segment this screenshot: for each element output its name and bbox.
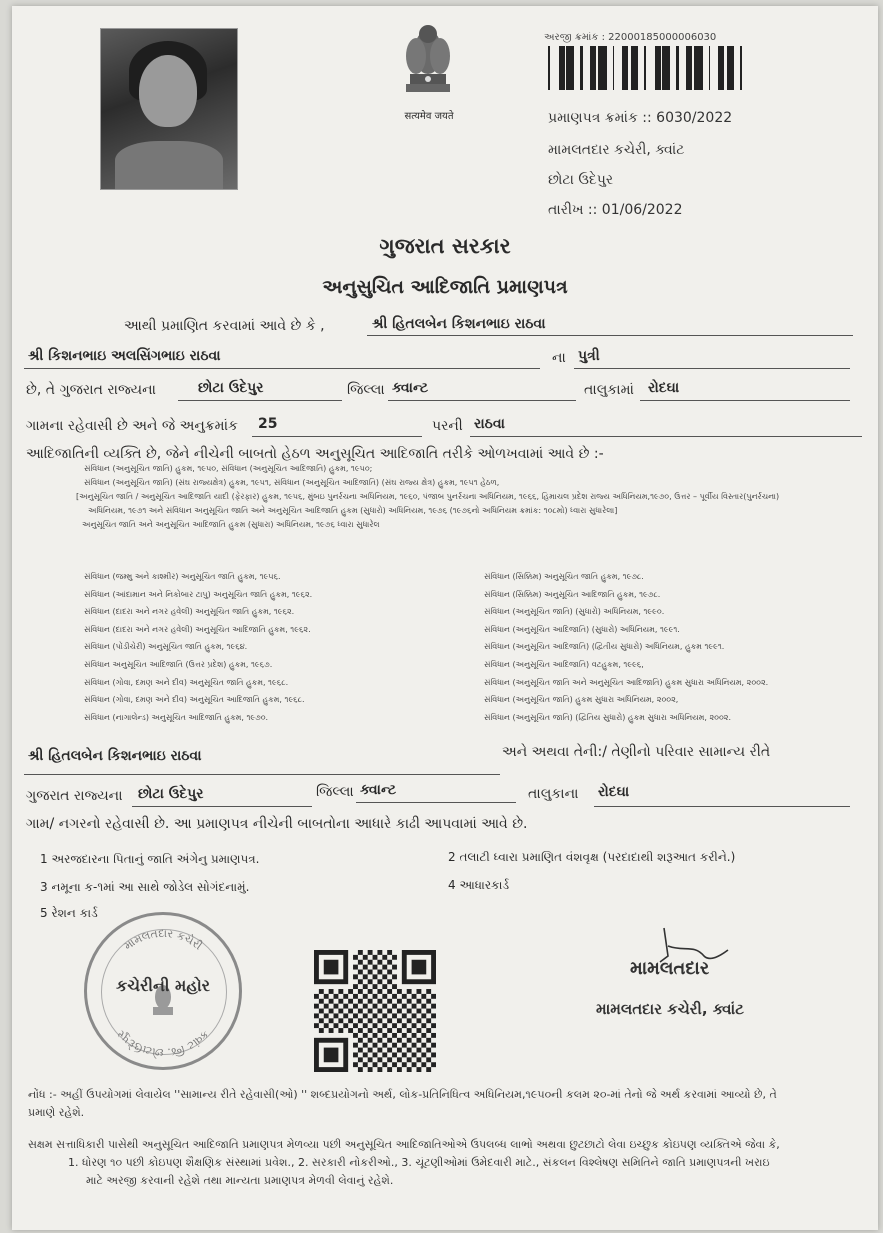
legal-note: અનુસૂચિત જાતિ અને અનુસૂચિત આદિજાતિ હુકમ (સુધારા) અધિનિયમ, ૧૯૭૬ ધ્વારા સુધારેલ xyxy=(82,520,380,529)
district-value: છોટા ઉદેપુર xyxy=(198,380,264,396)
orders-left-column xyxy=(84,568,464,726)
order-item: સંવિધાન (ગોવા, દમણ અને દીવ) અનુસૂચિત આદિજાતિ હુકમ, ૧૯૬૮. xyxy=(84,695,305,705)
district-value-2: છોટા ઉદેપુર xyxy=(138,786,204,802)
seal-label: કચેરીની મહોર xyxy=(116,976,210,995)
order-item: સંવિધાન (સિક્કિમ) અનુસૂચિત જાતિ હુકમ, ૧૯૭૮. xyxy=(484,572,644,581)
certificate-title: અનુસુચિત આદિજાતિ પ્રમાણપત્ર xyxy=(322,276,568,298)
taluka-value: ક્વાન્ટ xyxy=(392,380,429,396)
application-number: અરજી ક્રમાંક : 22000185000006030 xyxy=(544,32,717,43)
residence-prefix: ગામના રહેવાસી છે અને જે અનુક્રમાંક xyxy=(26,418,238,434)
document-item: 1 અરજદારના પિતાનું જાતિ અંગેનુ પ્રમાણપત્ર. xyxy=(40,852,260,866)
emblem-motto: सत्यमेव जयते xyxy=(404,111,454,122)
footer-paragraph-line: 1. ધોરણ ૧૦ પછી કોઇપણ શૈક્ષણિક સંસ્થામાં પ્રવેશ., 2. સરકારી નોકરીઓ., 3. ચૂંટણીઓમાં ઉમેદવારી માટે., સંકલન વિશ્લેષણ સમિતિને જાતિ પ્રમાણપત્રની ખરાઇ xyxy=(68,1156,770,1169)
state-prefix: છે, તે ગુજરાત રાજ્યના xyxy=(26,382,156,398)
issuing-district: છોટા ઉદેપુર xyxy=(548,172,614,188)
order-item: સંવિધાન (અનુસૂચિત જાતિ) હુકમ સુધારા અધિનિયમ, ૨૦૦૨, xyxy=(484,695,679,705)
svg-text:મામલતદાર કચેરી xyxy=(122,927,205,953)
document-item: 5 રેશન કાર્ડ xyxy=(40,906,98,920)
taluka-label: તાલુકામાં xyxy=(584,382,634,398)
village-value-2: રોદઘા xyxy=(598,784,630,800)
order-item: સંવિધાન (અનુસૂચિત જાતિ) (સુધારો) અધિનિયમ, ૧૯૯૦. xyxy=(484,607,665,617)
applicant-name-repeat: શ્રી હિતલબેન કિશનભાઇ રાઠવા xyxy=(28,748,202,764)
document-item: 4 આધારકાર્ડ xyxy=(448,878,510,892)
residence-basis-line: ગામ/ નગરનો રહેવાસી છે. આ પ્રમાણપત્ર નીચેની બાબતોના આધારે કાઢી આપવામાં આવે છે. xyxy=(26,816,528,832)
legal-note: [અનુસૂચિત જાતિ / અનુસૂચિત આદિજાતિ યાદી (ફેરફાર) હુકમ, ૧૯૫૬, મુંબઇ પુનર્રચના અધિનિયમ, ૧૯૬૦, પંજાબ પુનર્રચના અધિનિયમ, ૧૯૬૬, હિમાચલ પ્રદેશ રાજ્ય અધિનિયમ,૧૯૭૦, ઉત્તર – પૂર્વીય વિસ્તાર(પુનર્રચના) xyxy=(76,492,780,501)
family-residence-text: અને અથવા તેની:/ તેણીનો પરિવાર સામાન્ય રીતે xyxy=(502,744,771,760)
order-item: સંવિધાન (અનુસૂચિત આદિજાતિ) (દ્વિતીય સુધારો) અધિનિયમ, હુકમ ૧૯૯૧. xyxy=(484,642,725,652)
certificate-number: પ્રમાણપત્ર ક્રમાંક :: 6030/2022 xyxy=(548,110,733,126)
order-item: સંવિધાન (સિક્કિમ) અનુસૂચિત આદિજાતિ હુકમ, ૧૯૭૮. xyxy=(484,589,661,599)
tribe-name: રાઠવા xyxy=(474,416,505,432)
order-item: સંવિધાન (અનુસૂચિત આદિજાતિ) વટહુકમ, ૧૯૯૬, xyxy=(484,659,644,669)
order-item: સંવિધાન અનુસૂચિત આદિજાતિ (ઉત્તર પ્રદેશ) હુકમ, ૧૯૬૭. xyxy=(84,659,273,669)
footer-paragraph-line: માટે અરજી કરવાની રહેશે તથા માન્યતા પ્રમાણપત્ર મેળવી લેવાનું રહેશે. xyxy=(86,1174,394,1187)
taluka-value-2: ક્વાન્ટ xyxy=(360,782,397,798)
footer-note xyxy=(28,1086,874,1122)
issuing-office: મામલતદાર કચેરી, ક્વાંટ xyxy=(548,142,685,158)
legal-note: સંવિધાન (અનુસૂચિત જાતિ) (સંઘ રાજ્યક્ષેત્ર) હુકમ, ૧૯૫૧, સંવિધાન (અનુસૂચિત આદિજાતિ) (સંઘ રાજ્ય ક્ષેત્ર) હુકમ, ૧૯૫૧ હેઠળ, xyxy=(84,478,500,487)
district-label-2: જિલ્લા xyxy=(316,784,354,800)
order-item: સંવિધાન (દાદરા અને નગર હવેલી) અનુસૂચિત જાતિ હુકમ, ૧૯૬૨. xyxy=(84,607,295,617)
order-item: સંવિધાન (અનુસૂચિત જાતિ) (દ્વિતિય સુધારો) હુકમ સુધારા અધિનિયમ, ૨૦૦૨. xyxy=(484,712,732,722)
certificate-page xyxy=(12,6,878,1230)
order-item: સંવિધાન (પોંડીચેરી) અનુસૂચિત જાતિ હુકમ, ૧૯૬૪. xyxy=(84,642,248,652)
qr-code-icon xyxy=(314,950,436,1072)
order-item: સંવિધાન (અનુસૂચિત આદિજાતિ) (સુધારો) અધિનિયમ, ૧૯૯૧. xyxy=(484,624,680,634)
recognition-line: આદિજાતિની વ્યક્તિ છે, જેને નીચેની બાબતો હેઠળ અનુસૂચિત આદિજાતિ તરીકે ઓળખવામાં આવે છે :- xyxy=(26,446,604,462)
signatory-designation: મામલતદાર xyxy=(630,958,710,979)
legal-notes xyxy=(76,462,874,532)
orders-right-column xyxy=(484,568,864,726)
order-item: સંવિધાન (દાદરા અને નગર હવેલી) અનુસૂચિત આદિજાતિ હુકમ, ૧૯૬૨. xyxy=(84,624,311,634)
seal-ring-top: મામલતદાર કચેરી xyxy=(121,926,205,953)
footer-note-line: પ્રમાણે રહેશે. xyxy=(28,1106,85,1119)
document-item: 3 નમૂના ક-૧માં આ સાથે જોડેલ સોગંદનામું. xyxy=(40,880,250,894)
svg-text:ક્વાંટ જિ. છોટાઉદેપુર xyxy=(114,1028,212,1060)
taluka-label-2: તાલુકાના xyxy=(528,786,579,802)
issue-date: તારીખ :: 01/06/2022 xyxy=(548,202,683,218)
village-value: રોદઘા xyxy=(648,380,680,396)
footer-note-line: નોંધ :- અહીં ઉપયોગમાં લેવાયેલ ''સામાન્ય રીતે રહેવાસી(ઓ) '' શબ્દપ્રયોગનો અર્થ, લોક-પ્રતિનિધિત્વ અધિનિયમ,૧૯૫૦ની કલમ ૨૦-માં તેનો જે અર્થ કરવામાં આવ્યો છે, તે xyxy=(28,1088,777,1101)
national-emblem-icon xyxy=(390,12,466,108)
government-title: ગુજરાત સરકાર xyxy=(379,234,511,258)
order-item: સંવિધાન (અનુસૂચિત જાતિ અને અનુસૂચિત આદિજાતિ) હુકમ સુધારા અધિનિયમ, ૨૦૦૨. xyxy=(484,677,769,687)
of-label: ના xyxy=(552,350,566,366)
certify-label: આથી પ્રમાણિત કરવામાં આવે છે કે , xyxy=(124,318,325,334)
seal-ring-bottom: ક્વાંટ જિ. છોટાઉદેપુર xyxy=(114,1027,212,1060)
applicant-photo xyxy=(100,28,238,190)
order-item: સંવિધાન (આંદામાન અને નિકોબાર ટાપુ) અનુસૂચિત જાતિ હુકમ, ૧૯૬૨. xyxy=(84,589,313,599)
order-item: સંવિધાન (નાગાલેન્ડ) અનુસૂચિત આદિજાતિ હુકમ, ૧૯૭૦. xyxy=(84,712,269,722)
order-item: સંવિધાન (જમ્મુ અને કાશ્મીર) અનુસૂચિત જાતિ હુકમ, ૧૯૫૬. xyxy=(84,572,281,581)
district-label: જિલ્લા xyxy=(347,382,385,398)
applicant-name: શ્રી હિતલબેન કિશનભાઇ રાઠવા xyxy=(372,316,546,332)
father-name: શ્રી કિશનભાઇ અલસિંગભાઇ રાઠવા xyxy=(28,348,221,364)
document-item: 2 તલાટી ધ્વારા પ્રમાણિત વંશવૃક્ષ (પરદાદાથી શરૂઆત કરીને.) xyxy=(448,850,736,864)
footer-paragraph-line: સક્ષમ સત્તાધિકારી પાસેથી અનુસૂચિત આદિજાતિ પ્રમાણપત્ર મેળવ્યા પછી અનુસૂચિત આદિજાતિઓએ ઉપલબ્ધ લાભો અથવા છુટછાટો લેવા ઇચ્છુક કોઇપણ વ્યક્તિએ જેવા કે, xyxy=(28,1138,780,1151)
legal-note: અધિનિયમ, ૧૯૭૧ અને સંવિધાન અનુસૂચિત જાતિ અને અનુસૂચિત આદિજાતિ હુકમ (સુધારો) અધિનિયમ, ૧૯૭૬ (૧૯૭૬નો અધિનિયમ ક્રમાંક: ૧૦૮મો) ધ્વારા સુધારેલા] xyxy=(88,506,618,515)
serial-number: 25 xyxy=(258,416,278,432)
barcode-icon xyxy=(544,46,744,90)
footer-paragraph xyxy=(28,1136,874,1190)
signatory-office: મામલતદાર કચેરી, ક્વાંટ xyxy=(596,1000,744,1018)
state-prefix-2: ગુજરાત રાજ્યના xyxy=(26,788,123,804)
legal-note: સંવિધાન (અનુસૂચિત જાતિ) હુકમ, ૧૯૫૦, સંવિધાન (અનુસૂચિત આદિજાતિ) હુકમ, ૧૯૫૦; xyxy=(84,464,373,473)
on-label: પરની xyxy=(432,418,463,434)
order-item: સંવિધાન (ગોવા, દમણ અને દીવ) અનુસૂચિત જાતિ હુકમ, ૧૯૬૮. xyxy=(84,677,289,687)
relation: પુત્રી xyxy=(578,348,600,364)
